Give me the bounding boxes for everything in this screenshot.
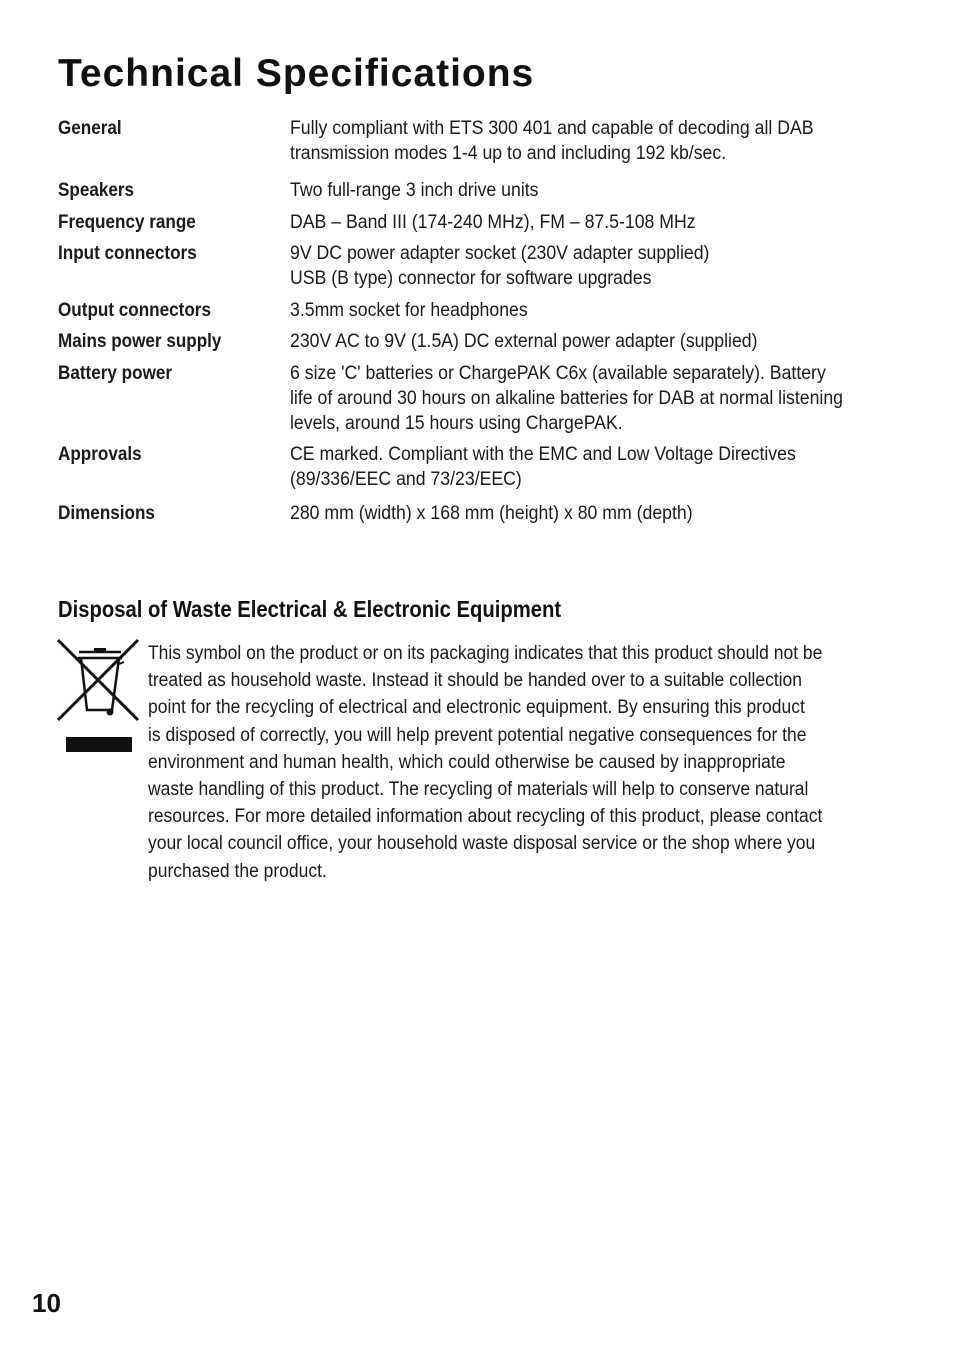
spec-value-line: Fully compliant with ETS 300 401 and capable of decoding all DAB	[290, 118, 814, 139]
paragraph-line: your local council office, your household waste disposal service or the shop where you	[148, 833, 816, 855]
page-number: 10	[32, 1288, 61, 1318]
spec-label: Output connectors	[58, 300, 211, 321]
spec-label: Dimensions	[58, 503, 155, 524]
spec-value	[290, 178, 865, 203]
disposal-paragraph	[148, 640, 884, 885]
spec-value	[290, 442, 865, 492]
spec-value-line: life of around 30 hours on alkaline batteries for DAB at normal listening	[290, 388, 844, 409]
spec-value-line: (89/336/EEC and 73/23/EEC)	[290, 469, 522, 490]
spec-label: Speakers	[58, 180, 135, 201]
paragraph-line: is disposed of correctly, you will help prevent potential negative consequences for the	[148, 724, 807, 746]
spec-label: Approvals	[58, 444, 142, 465]
crossed-out-wheelie-bin-icon	[56, 636, 142, 756]
spec-value	[290, 361, 865, 436]
paragraph-line: point for the recycling of electrical and electronic equipment. By ensuring this product	[148, 697, 805, 719]
spec-label: Frequency range	[58, 212, 196, 233]
paragraph-line: environment and human health, which could otherwise be caused by inappropriate	[148, 751, 786, 773]
spec-value-line: 6 size 'C' batteries or ChargePAK C6x (available separately). Battery	[290, 363, 826, 384]
spec-value-line: DAB – Band III (174-240 MHz), FM – 87.5-108 MHz	[290, 212, 696, 233]
spec-value	[290, 298, 865, 323]
spec-label: Input connectors	[58, 243, 197, 264]
disposal-heading: Disposal of Waste Electrical & Electronic Equipment	[58, 596, 562, 622]
spec-table	[58, 116, 908, 531]
spec-row-dimensions	[58, 501, 908, 531]
paragraph-line: This symbol on the product or on its packaging indicates that this product should not be	[148, 643, 823, 664]
spec-label: General	[58, 118, 122, 139]
spec-row-battery-power	[58, 361, 908, 442]
spec-value-line: 9V DC power adapter socket (230V adapter supplied)	[290, 243, 710, 264]
spec-value-line: 230V AC to 9V (1.5A) DC external power adapter (supplied)	[290, 331, 758, 352]
spec-value-line: USB (B type) connector for software upgrades	[290, 268, 652, 289]
paragraph-line: waste handling of this product. The recycling of materials will help to conserve natural	[148, 779, 809, 801]
spec-value-line: 280 mm (width) x 168 mm (height) x 80 mm (depth)	[290, 503, 693, 524]
spec-row-output-connectors	[58, 298, 908, 329]
page-title: Technical Specifications	[58, 52, 535, 95]
spec-row-general	[58, 116, 908, 178]
spec-value-line: transmission modes 1-4 up to and including 192 kb/sec.	[290, 143, 727, 164]
spec-row-speakers	[58, 178, 908, 210]
spec-value-line: 3.5mm socket for headphones	[290, 300, 528, 321]
spec-label: Mains power supply	[58, 331, 222, 352]
spec-value-line: CE marked. Compliant with the EMC and Low Voltage Directives	[290, 444, 796, 465]
spec-row-frequency-range	[58, 210, 908, 241]
spec-row-input-connectors	[58, 241, 908, 298]
paragraph-line: purchased the product.	[148, 860, 327, 882]
spec-value	[290, 329, 865, 354]
spec-label: Battery power	[58, 363, 173, 384]
spec-value	[290, 501, 865, 526]
spec-value-line: Two full-range 3 inch drive units	[290, 180, 539, 201]
spec-value	[290, 241, 865, 291]
paragraph-line: resources. For more detailed information about recycling of this product, please contact	[148, 806, 823, 828]
spec-value-line: levels, around 15 hours using ChargePAK.	[290, 413, 623, 434]
spec-row-mains-power-supply	[58, 329, 908, 361]
spec-row-approvals	[58, 442, 908, 501]
spec-value	[290, 210, 865, 235]
paragraph-line: treated as household waste. Instead it should be handed over to a suitable collection	[148, 670, 803, 692]
spec-value	[290, 116, 865, 166]
